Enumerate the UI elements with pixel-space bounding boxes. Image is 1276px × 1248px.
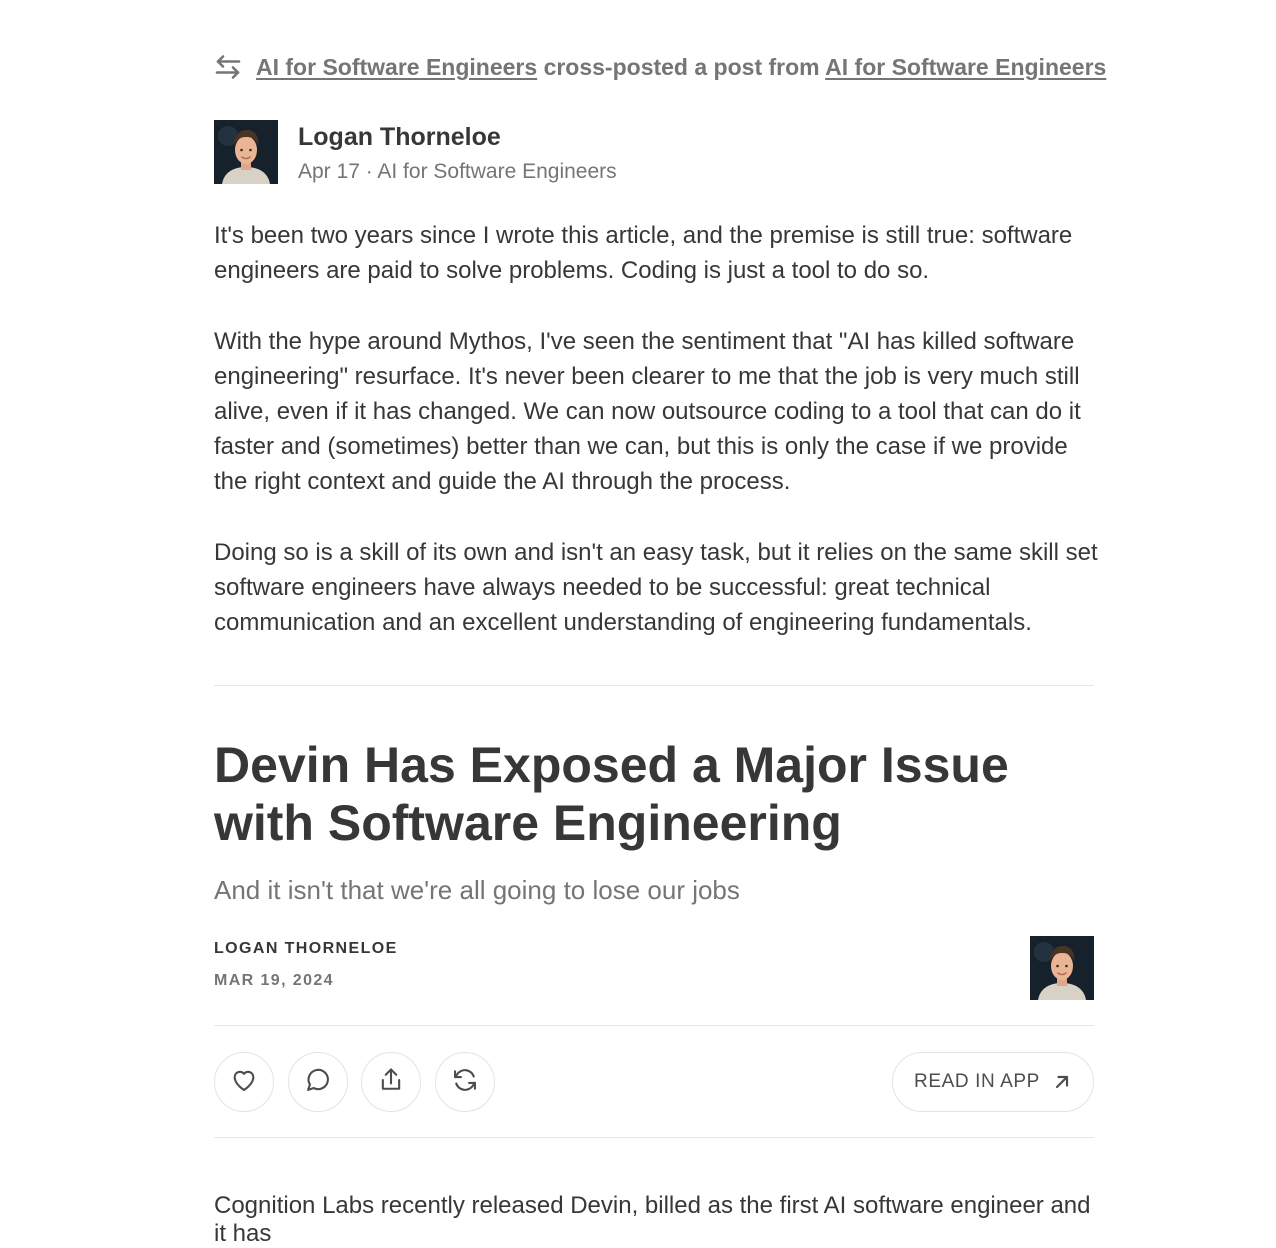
crosspost-connector: cross-posted a post from [543, 53, 820, 80]
read-in-app-label: READ IN APP [914, 1071, 1040, 1092]
note-paragraph: Doing so is a skill of its own and isn't an easy task, but it relies on the same skill set software engineers have always needed to be successful: great technical communication and an excellent understanding of engineering fundamentals. [214, 539, 1098, 636]
target-publication-link[interactable]: AI for Software Engineers [825, 53, 1107, 80]
share-icon [377, 1066, 405, 1099]
comment-bubble-icon [304, 1066, 332, 1099]
note-body [214, 218, 1104, 676]
divider [214, 685, 1094, 686]
post-subtitle: And it isn't that we're all going to lose our jobs [214, 875, 740, 905]
like-button[interactable] [214, 1052, 274, 1112]
note-paragraph: With the hype around Mythos, I've seen the sentiment that "AI has killed software engineering" resurface. It's never been clearer to me that the job is very much still alive, even if it has changed. We can now outsource coding to a tool that can do it faster and (sometimes) better than we can, but this is only the case if we provide the right context and guide the AI through the process. [214, 328, 1081, 495]
author-meta [298, 120, 617, 187]
restack-button[interactable] [435, 1052, 495, 1112]
read-in-app-button[interactable] [892, 1052, 1094, 1112]
divider [214, 1025, 1094, 1026]
post-byline[interactable]: LOGAN THORNELOE [214, 940, 398, 957]
source-publication-link[interactable]: AI for Software Engineers [256, 53, 538, 80]
post-date: MAR 19, 2024 [214, 972, 334, 989]
share-button[interactable] [361, 1052, 421, 1112]
note-author [214, 120, 617, 187]
note-meta: Apr 17 · AI for Software Engineers [298, 160, 617, 183]
swap-arrows-icon [214, 53, 242, 81]
comment-button[interactable] [288, 1052, 348, 1112]
arrow-up-right-icon [1052, 1072, 1072, 1092]
author-name[interactable]: Logan Thorneloe [298, 123, 501, 151]
heart-icon [230, 1066, 258, 1099]
crosspost-text [256, 54, 1106, 81]
restack-icon [451, 1066, 479, 1099]
post-title[interactable]: Devin Has Exposed a Major Issue with Software Engineering [214, 737, 1009, 851]
post-preview-text [214, 1190, 1094, 1247]
divider [214, 1137, 1094, 1138]
post-preview-line: Cognition Labs recently released Devin, billed as the first AI software engineer and it has [214, 1192, 1091, 1247]
crosspost-header [214, 52, 1106, 82]
note-paragraph: It's been two years since I wrote this article, and the premise is still true: software engineers are paid to solve problems. Coding is just a tool to do so. [214, 222, 1073, 284]
post-author-avatar[interactable] [1030, 936, 1094, 1000]
avatar[interactable] [214, 120, 278, 184]
